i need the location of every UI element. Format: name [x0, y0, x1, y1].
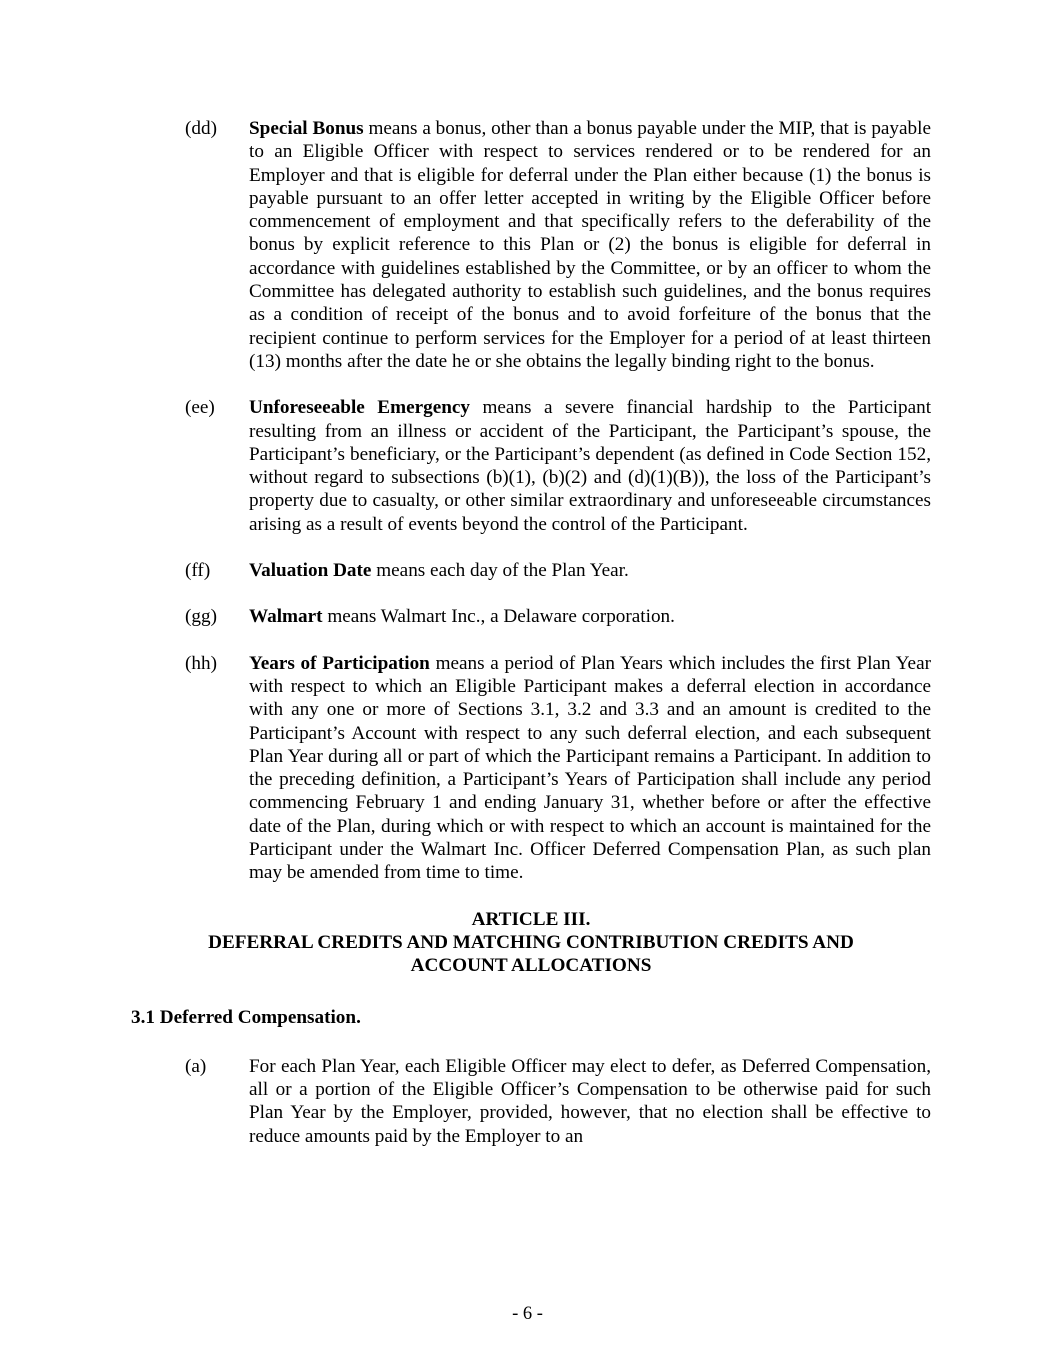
- defined-term-unforeseeable-emergency: Unforeseeable Emergency: [249, 397, 470, 419]
- definition-gg-paragraph: [249, 605, 931, 628]
- definition-ff-paragraph: [249, 559, 931, 582]
- definition-gg: [185, 605, 931, 628]
- defined-term-years-of-participation: Years of Participation: [249, 652, 430, 674]
- definition-gg-label: (gg): [185, 606, 217, 628]
- definition-ff-text: means each day of the Plan Year.: [376, 560, 629, 582]
- definition-dd: [185, 117, 931, 373]
- definition-gg-text: means Walmart Inc., a Delaware corporation.: [327, 606, 675, 628]
- section-item-a: [185, 1055, 931, 1148]
- article-number: ARTICLE III.: [471, 908, 591, 930]
- section-item-a-label: (a): [185, 1055, 207, 1077]
- article-heading: [131, 908, 931, 978]
- definition-ff: [185, 559, 931, 582]
- definition-dd-label: (dd): [185, 118, 217, 139]
- defined-term-walmart: Walmart: [249, 606, 323, 628]
- definition-hh-text: means a period of Plan Years which includes the first Plan Year with respect to which an Eligible Participant makes a deferral election in accordance with any one or more of Sections 3.1, 3.2 and 3.3 and an amount is credited to the Participant’s Account with respect to any such deferral election, and each subsequent Plan Year during all or part of which the Participant remains a Participant. In addition to the preceding definition, a Participant’s Years of Participation shall include any period commencing February 1 and ending January 31, whether before or after the effective date of the Plan, during which or with respect to which an account is maintained for the Participant under the Walmart Inc. Officer Deferred Compensation Plan, as such plan may be amended from time to time.: [249, 652, 931, 884]
- definition-ee-paragraph: [249, 396, 931, 536]
- definition-hh-label: (hh): [185, 652, 217, 674]
- definition-ee: [185, 396, 931, 536]
- definition-ff-label: (ff): [185, 560, 211, 582]
- definition-ee-label: (ee): [185, 397, 215, 419]
- article-title-line-2: ACCOUNT ALLOCATIONS: [410, 955, 652, 977]
- defined-term-valuation-date: Valuation Date: [249, 560, 372, 582]
- section-item-a-text: For each Plan Year, each Eligible Officer may elect to defer, as Deferred Compensation, all or a portion of the Eligible Officer’s Compensation to be otherwise paid for such Plan Year by the Employer, provided, however, that no election shall be effective to reduce amounts paid by the Employer to an: [249, 1055, 931, 1147]
- page-number: - 6 -: [512, 1304, 543, 1324]
- definition-ee-text: means a severe financial hardship to the Participant resulting from an illness or accident of the Participant, the Participant’s spouse, the Participant’s beneficiary, or the Participant’s dependent (as defined in Code Section 152, without regard to subsections (b)(1), (b)(2) and (d)(1)(B)), the loss of the Participant’s property due to casualty, or other similar extraordinary and unforeseeable circumstances arising as a result of events beyond the control of the Participant.: [249, 397, 932, 535]
- defined-term-special-bonus: Special Bonus: [249, 118, 364, 139]
- section-heading-3-1: 3.1 Deferred Compensation.: [131, 1006, 361, 1028]
- definition-hh: [185, 652, 931, 885]
- definition-hh-paragraph: [249, 652, 931, 885]
- definition-dd-paragraph: [249, 117, 931, 373]
- article-title-line-1: DEFERRAL CREDITS AND MATCHING CONTRIBUTION CREDITS AND: [208, 931, 854, 953]
- definition-dd-text: means a bonus, other than a bonus payable under the MIP, that is payable to an Eligible Officer with respect to services rendered or to be rendered for an Employer and that is eligible for deferral under the Plan either because (1) the bonus is payable pursuant to an offer letter accepted in writing by the Eligible Officer before commencement of employment and that specifically refers to the deferability of the bonus by explicit reference to this Plan or (2) the bonus is eligible for deferral in accordance with guidelines established by the Committee, or by an officer to whom the Committee has delegated authority to establish such guidelines, and the bonus requires as a condition of receipt of the bonus and to avoid forfeiture of the bonus that the recipient continue to perform services for the Employer for a period of at least thirteen (13) months after the date he or she obtains the legally binding right to the bonus.: [249, 118, 931, 372]
